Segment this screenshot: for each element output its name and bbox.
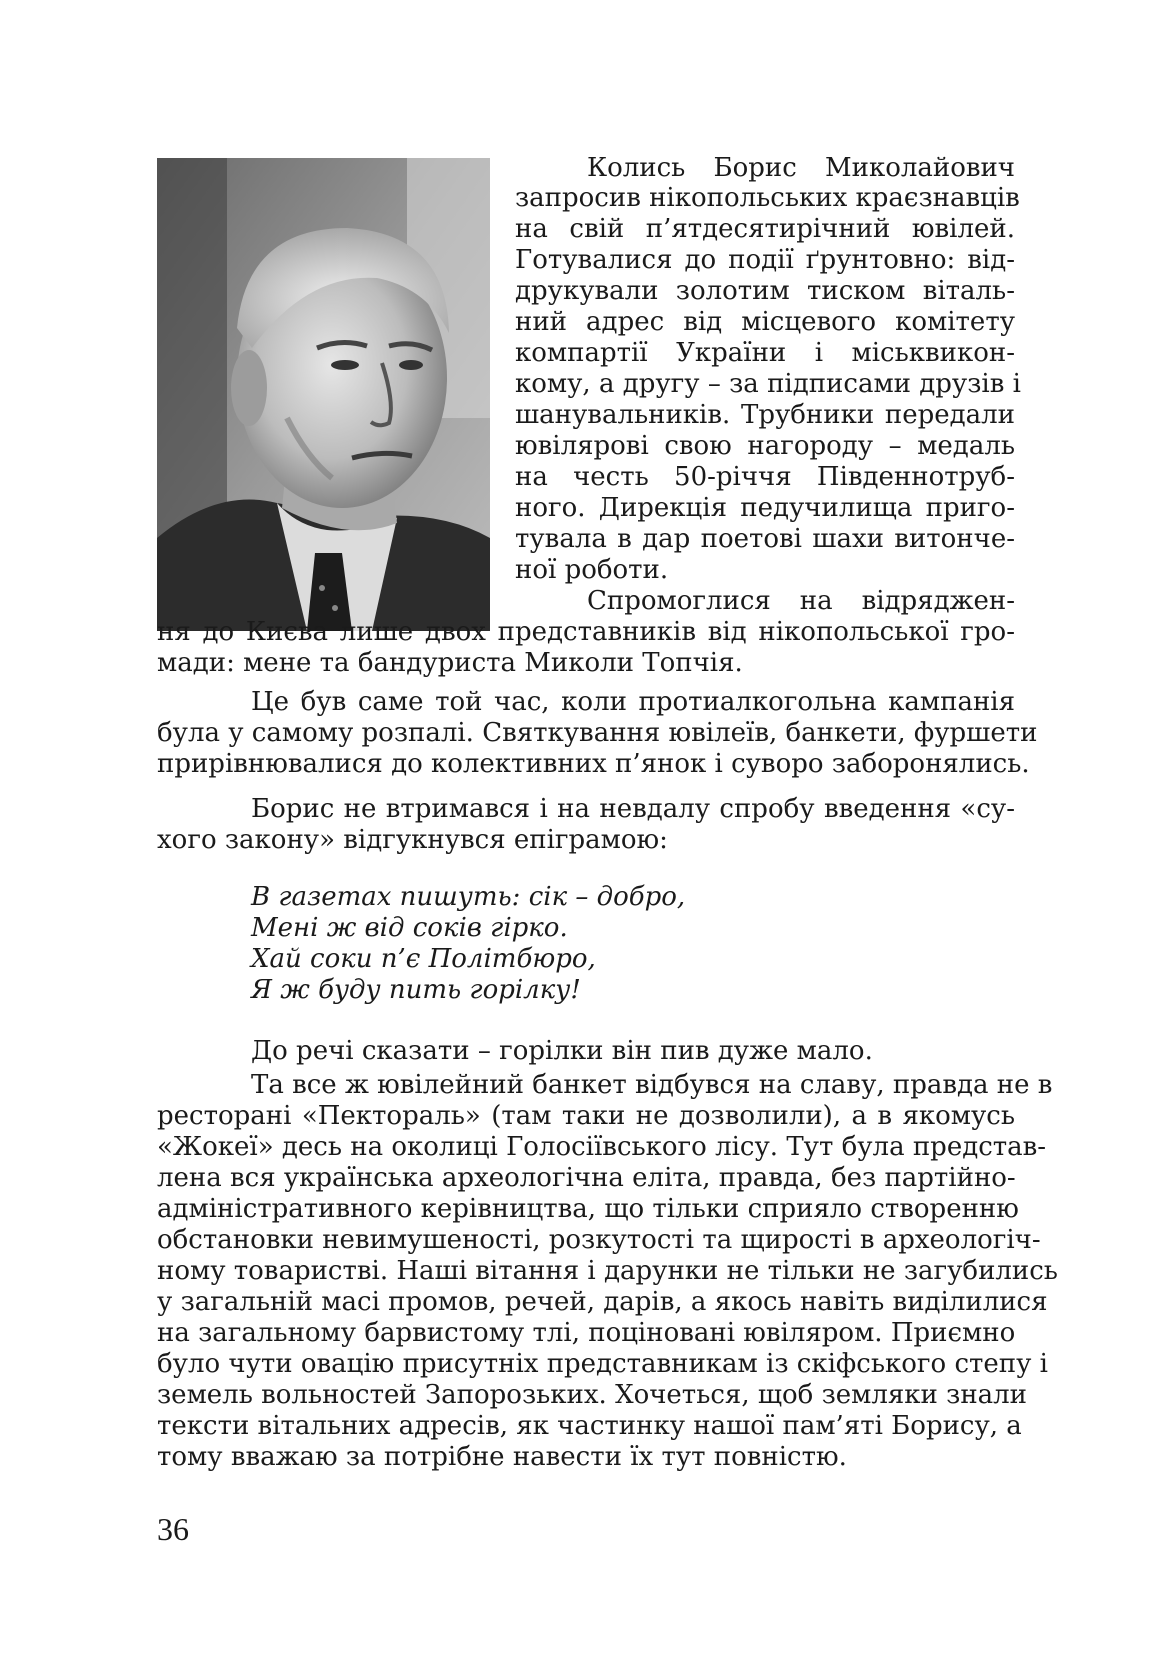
text-line: хого закону» відгукнувся епіграмою: xyxy=(157,825,668,855)
text-line: ний адрес від місцевого комітету xyxy=(515,307,1015,337)
text-line: обстановки невимушеності, розкутості та щирості в археологіч- xyxy=(157,1225,1041,1255)
text-line: тувала в дар поетові шахи витонче- xyxy=(515,524,1015,554)
portrait-image xyxy=(157,158,490,631)
poem-line: Мені ж від соків гірко. xyxy=(251,913,568,943)
page-number: 36 xyxy=(157,1511,189,1547)
text-line: запросив нікопольських краєзнавців xyxy=(515,183,1020,213)
portrait-photo xyxy=(157,158,490,631)
text-line: Спромоглися на відряджен- xyxy=(587,586,1015,616)
text-line: мади: мене та бандуриста Миколи Топчія. xyxy=(157,648,743,678)
text-line: Готувалися до події ґрунтовно: від- xyxy=(515,245,1015,275)
text-line: ювілярові свою нагороду – медаль xyxy=(515,431,1015,461)
text-line: ного. Дирекція педучилища приго- xyxy=(515,493,1015,523)
text-line: ресторані «Пектораль» (там таки не дозволили), а в якомусь xyxy=(157,1101,1015,1131)
poem-line: Я ж буду пить горілку! xyxy=(251,975,581,1005)
text-line: Та все ж ювілейний банкет відбувся на славу, правда не в xyxy=(251,1070,1053,1100)
text-line: ня до Києва лише двох представників від нікопольської гро- xyxy=(157,617,1015,647)
poem-line: Хай соки п’є Політбюро, xyxy=(251,944,596,974)
text-line: компартії України і міськвикон- xyxy=(515,338,1015,368)
poem-line: В газетах пишуть: сік – добро, xyxy=(251,882,686,912)
text-line: тому вважаю за потрібне навести їх тут повністю. xyxy=(157,1442,847,1472)
text-line: ному товаристві. Наші вітання і дарунки не тільки не загубились xyxy=(157,1256,1058,1286)
text-line: шанувальників. Трубники передали xyxy=(515,400,1015,430)
text-line: у загальній масі промов, речей, дарів, а якось навіть виділилися xyxy=(157,1287,1048,1317)
text-line: на свій п’ятдесятирічний ювілей. xyxy=(515,214,1015,244)
text-line: на загальному барвистому тлі, поціновані ювіляром. Приємно xyxy=(157,1318,1016,1348)
text-line: була у самому розпалі. Святкування ювілеїв, банкети, фуршети xyxy=(157,718,1038,748)
text-line: земель вольностей Запорозьких. Хочеться, щоб земляки знали xyxy=(157,1380,1027,1410)
text-line: лена вся українська археологічна еліта, правда, без партійно- xyxy=(157,1163,1016,1193)
text-line: тексти вітальних адресів, як частинку нашої пам’яті Борису, а xyxy=(157,1411,1022,1441)
text-line: Це був саме той час, коли протиалкогольна кампанія xyxy=(251,687,1015,717)
text-line: було чути овацію присутніх представникам із скіфського степу і xyxy=(157,1349,1048,1379)
text-line: друкували золотим тиском віталь- xyxy=(515,276,1015,306)
text-line: Колись Борис Миколайович xyxy=(587,153,1015,183)
text-line: «Жокеї» десь на околиці Голосіївського лісу. Тут була представ- xyxy=(157,1132,1047,1162)
text-line: прирівнювалися до колективних п’янок і суворо заборонялись. xyxy=(157,749,1030,779)
text-line: До речі сказати – горілки він пив дуже мало. xyxy=(251,1036,873,1066)
text-line: на честь 50-річчя Південнотруб- xyxy=(515,462,1015,492)
text-line: кому, а другу – за підписами друзів і xyxy=(515,369,1021,399)
text-line: адміністративного керівництва, що тільки сприяло створенню xyxy=(157,1194,1019,1224)
text-line: ної роботи. xyxy=(515,555,669,585)
text-line: Борис не втримався і на невдалу спробу введення «су- xyxy=(251,794,1015,824)
